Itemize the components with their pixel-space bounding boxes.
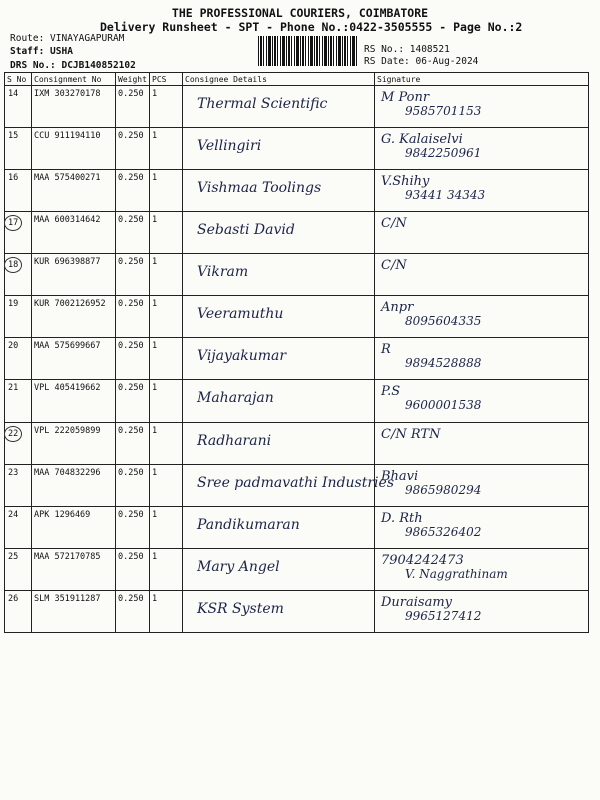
row-sno-cell bbox=[5, 128, 32, 170]
route-label: Route: VINAYAGAPURAM bbox=[10, 33, 125, 44]
row-consignee-handwriting: Vijayakumar bbox=[197, 348, 287, 365]
row-sno-cell bbox=[5, 548, 32, 590]
col-consignment: Consignment No bbox=[32, 73, 116, 86]
row-signature-handwriting: G. Kalaiselvi bbox=[381, 132, 463, 148]
table-row bbox=[5, 86, 589, 128]
row-weight: 0.250 bbox=[116, 422, 150, 464]
row-signature-handwriting: D. Rth bbox=[381, 510, 423, 526]
row-signature-handwriting: 7904242473 bbox=[381, 552, 464, 568]
staff-label: Staff: USHA bbox=[10, 46, 73, 57]
row-consignee-cell bbox=[183, 296, 375, 338]
row-sno-cell bbox=[5, 338, 32, 380]
row-pcs: 1 bbox=[150, 170, 183, 212]
row-consignee-cell bbox=[183, 464, 394, 506]
row-signature-handwriting: R bbox=[381, 342, 391, 358]
row-consignment: IXM 303270178 bbox=[32, 86, 116, 128]
row-sno-cell bbox=[5, 422, 32, 464]
row-consignee-handwriting: Pandikumaran bbox=[197, 516, 300, 533]
row-pcs: 1 bbox=[150, 506, 183, 548]
row-sno: 14 bbox=[8, 89, 19, 99]
row-consignee-handwriting: Vellingiri bbox=[197, 138, 262, 155]
row-phone-handwriting: 9865326402 bbox=[405, 524, 482, 539]
table-row bbox=[5, 422, 589, 464]
row-consignee-cell bbox=[183, 338, 375, 380]
col-weight: Weight bbox=[116, 73, 150, 86]
row-pcs: 1 bbox=[150, 128, 183, 170]
row-consignee-handwriting: Veeramuthu bbox=[197, 306, 284, 323]
row-sno-cell bbox=[5, 380, 32, 422]
row-consignment: VPL 222059899 bbox=[32, 422, 116, 464]
row-sno: 19 bbox=[8, 299, 19, 310]
row-pcs: 1 bbox=[150, 380, 183, 422]
row-sno-cell bbox=[5, 464, 32, 506]
row-signature-cell bbox=[375, 212, 589, 254]
barcode bbox=[258, 36, 358, 66]
row-signature-handwriting: V.Shihy bbox=[381, 174, 430, 190]
table-row bbox=[5, 590, 589, 632]
row-signature-cell bbox=[375, 380, 589, 422]
table-row bbox=[5, 380, 589, 422]
col-signature: Signature bbox=[375, 73, 589, 86]
row-sno: 21 bbox=[8, 383, 19, 394]
row-sno: 17 bbox=[4, 215, 22, 231]
row-phone-handwriting: 9865980294 bbox=[405, 482, 482, 497]
row-consignment: SLM 351911287 bbox=[32, 590, 116, 632]
row-consignee-handwriting: KSR System bbox=[197, 600, 284, 617]
row-weight: 0.250 bbox=[116, 254, 150, 296]
row-consignment: MAA 572170785 bbox=[32, 548, 116, 590]
row-sno: 20 bbox=[8, 341, 19, 352]
row-consignee-cell bbox=[183, 590, 375, 632]
row-signature-handwriting: M Ponr bbox=[381, 90, 430, 105]
row-sno: 22 bbox=[4, 426, 22, 442]
row-consignee-handwriting: Mary Angel bbox=[197, 558, 280, 575]
row-pcs: 1 bbox=[150, 590, 183, 632]
row-sno-cell bbox=[5, 170, 32, 212]
row-weight: 0.250 bbox=[116, 212, 150, 254]
row-signature-handwriting: Bhavi bbox=[381, 468, 419, 484]
row-consignee-handwriting: Sree padmavathi Industries bbox=[197, 474, 394, 491]
row-sno-cell bbox=[5, 212, 32, 254]
row-consignee-cell bbox=[183, 170, 375, 212]
row-weight: 0.250 bbox=[116, 170, 150, 212]
row-phone-handwriting: V. Naggrathinam bbox=[405, 566, 508, 581]
table-row bbox=[5, 170, 589, 212]
row-signature-cell bbox=[375, 506, 589, 548]
row-sno: 24 bbox=[8, 509, 19, 520]
row-weight: 0.250 bbox=[116, 86, 150, 128]
row-consignee-cell bbox=[183, 506, 375, 548]
row-signature-handwriting: Duraisamy bbox=[381, 594, 453, 610]
row-weight: 0.250 bbox=[116, 464, 150, 506]
table-row bbox=[5, 212, 589, 254]
table-row bbox=[5, 338, 589, 380]
row-consignment: MAA 575699667 bbox=[32, 338, 116, 380]
row-weight: 0.250 bbox=[116, 128, 150, 170]
row-weight: 0.250 bbox=[116, 296, 150, 338]
row-phone-handwriting: 9894528888 bbox=[405, 356, 482, 371]
row-consignee-cell bbox=[183, 254, 375, 296]
row-sno: 18 bbox=[4, 257, 22, 273]
row-signature-handwriting: P.S bbox=[381, 384, 401, 400]
row-consignment: MAA 575400271 bbox=[32, 170, 116, 212]
row-signature-cell bbox=[375, 590, 589, 632]
row-sno-cell bbox=[5, 506, 32, 548]
row-weight: 0.250 bbox=[116, 590, 150, 632]
row-phone-handwriting: 9965127412 bbox=[405, 608, 482, 623]
document-subtitle: Delivery Runsheet - SPT - Phone No.:0422-3505555 - Page No.:2 bbox=[100, 20, 523, 34]
row-signature-cell bbox=[375, 548, 589, 590]
row-consignee-cell bbox=[183, 380, 375, 422]
row-signature-handwriting: C/N bbox=[381, 216, 407, 232]
row-pcs: 1 bbox=[150, 254, 183, 296]
row-consignment: APK 1296469 bbox=[32, 506, 116, 548]
row-sno: 26 bbox=[8, 593, 19, 604]
row-signature-cell bbox=[375, 296, 589, 338]
row-consignee-cell bbox=[183, 212, 375, 254]
row-signature-cell bbox=[375, 338, 589, 380]
table-row bbox=[5, 254, 589, 296]
row-consignee-cell bbox=[183, 422, 375, 464]
row-weight: 0.250 bbox=[116, 338, 150, 380]
row-pcs: 1 bbox=[150, 338, 183, 380]
rs-number: RS No.: 1408521 bbox=[364, 44, 450, 55]
document-title: THE PROFESSIONAL COURIERS, COIMBATORE bbox=[171, 6, 429, 20]
row-weight: 0.250 bbox=[116, 548, 150, 590]
row-pcs: 1 bbox=[150, 422, 183, 464]
table-row bbox=[5, 128, 589, 170]
table-header bbox=[5, 73, 589, 86]
row-pcs: 1 bbox=[150, 464, 183, 506]
row-sno: 16 bbox=[8, 173, 19, 184]
row-pcs: 1 bbox=[150, 296, 183, 338]
row-phone-handwriting: 8095604335 bbox=[405, 314, 482, 329]
row-consignee-cell bbox=[183, 128, 375, 170]
row-phone-handwriting: 9842250961 bbox=[405, 146, 482, 161]
row-signature-cell bbox=[375, 422, 589, 464]
row-consignee-cell bbox=[183, 86, 375, 128]
row-phone-handwriting: 9600001538 bbox=[405, 398, 482, 413]
row-consignee-handwriting: Vishmaa Toolings bbox=[197, 180, 322, 197]
row-sno-cell bbox=[5, 296, 32, 338]
row-consignment: CCU 911194110 bbox=[32, 128, 116, 170]
row-consignee-handwriting: Vikram bbox=[197, 264, 249, 281]
row-pcs: 1 bbox=[150, 86, 183, 128]
table-row bbox=[5, 506, 589, 548]
row-weight: 0.250 bbox=[116, 506, 150, 548]
row-consignee-handwriting: Maharajan bbox=[197, 390, 274, 407]
row-signature-handwriting: C/N RTN bbox=[381, 426, 441, 442]
row-signature-cell bbox=[375, 128, 589, 170]
row-signature-handwriting: C/N bbox=[381, 258, 407, 274]
drs-number: DRS No.: DCJB140852102 bbox=[10, 60, 136, 71]
row-signature-cell bbox=[375, 170, 589, 212]
row-phone-handwriting: 9585701153 bbox=[405, 104, 482, 118]
row-sno: 15 bbox=[8, 131, 19, 142]
row-consignee-cell bbox=[183, 548, 375, 590]
col-pcs: PCS bbox=[150, 73, 183, 86]
row-sno-cell bbox=[5, 254, 32, 296]
rs-date: RS Date: 06-Aug-2024 bbox=[364, 56, 479, 67]
row-weight: 0.250 bbox=[116, 380, 150, 422]
row-signature-cell bbox=[375, 86, 589, 128]
row-phone-handwriting: 93441 34343 bbox=[405, 188, 486, 203]
row-consignee-handwriting: Sebasti David bbox=[197, 222, 295, 239]
row-sno: 23 bbox=[8, 467, 19, 478]
table-row bbox=[5, 464, 589, 506]
row-signature-cell bbox=[375, 464, 589, 506]
row-consignment: KUR 696398877 bbox=[32, 254, 116, 296]
row-consignment: MAA 600314642 bbox=[32, 212, 116, 254]
table-row bbox=[5, 548, 589, 590]
row-signature-cell bbox=[375, 254, 589, 296]
row-consignment: VPL 405419662 bbox=[32, 380, 116, 422]
row-sno: 25 bbox=[8, 551, 19, 562]
col-sno: S No bbox=[5, 73, 32, 86]
runsheet-table bbox=[4, 72, 589, 633]
col-consignee: Consignee Details bbox=[183, 73, 375, 86]
row-sno-cell bbox=[5, 590, 32, 632]
row-consignment: KUR 7002126952 bbox=[32, 296, 116, 338]
row-consignee-handwriting: Radharani bbox=[197, 432, 272, 449]
table-row bbox=[5, 296, 589, 338]
row-signature-handwriting: Anpr bbox=[381, 300, 414, 316]
row-pcs: 1 bbox=[150, 212, 183, 254]
row-consignee-handwriting: Thermal Scientific bbox=[197, 96, 328, 112]
row-pcs: 1 bbox=[150, 548, 183, 590]
row-consignment: MAA 704832296 bbox=[32, 464, 116, 506]
row-sno-cell bbox=[5, 86, 32, 128]
